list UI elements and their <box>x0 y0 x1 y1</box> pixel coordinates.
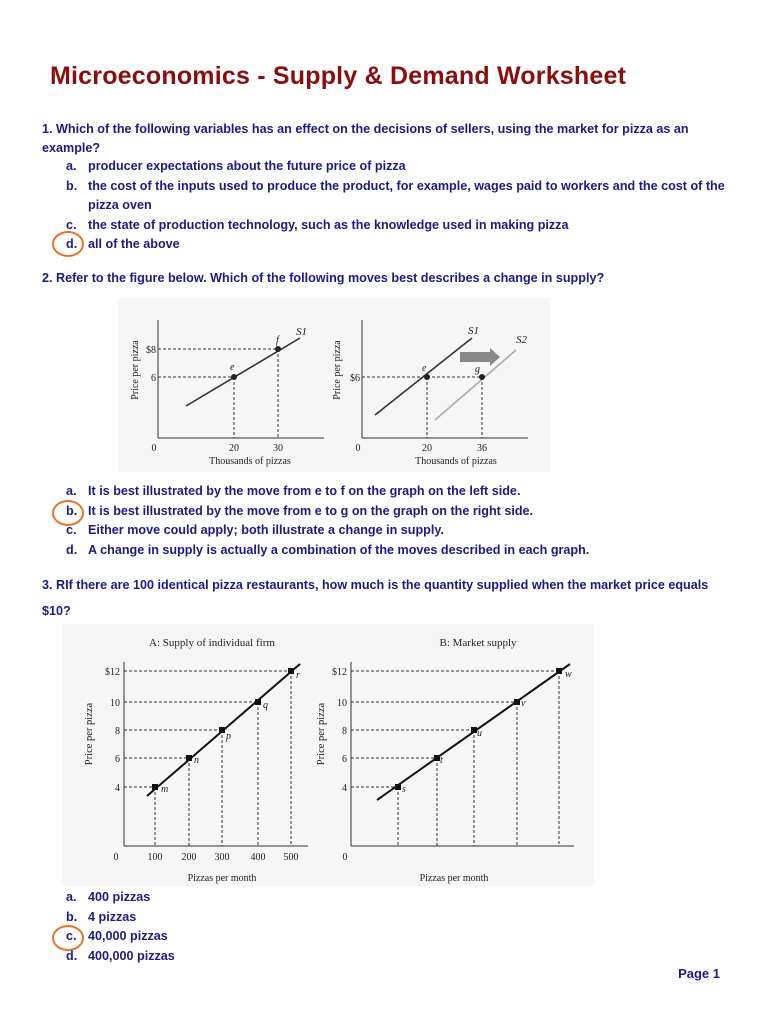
figure-market-supply <box>62 624 594 886</box>
tick-10: 10 <box>337 698 347 709</box>
label-t: t <box>440 755 443 766</box>
label-p: p <box>226 731 231 742</box>
label-v: v <box>521 698 526 709</box>
answer-circle-2b <box>52 500 84 526</box>
label-u: u <box>477 728 482 739</box>
figure-supply-shift <box>118 298 550 472</box>
label-g: g <box>475 364 480 375</box>
tick-8: 8 <box>115 726 120 737</box>
tick-30: 30 <box>273 443 283 454</box>
option-3a: a. 400 pizzas <box>66 890 151 904</box>
point-e <box>424 374 430 380</box>
tick-12: $12 <box>105 667 120 678</box>
origin: 0 <box>113 852 119 863</box>
question-2: 2. Refer to the figure below. Which of the following moves best describes a change in supply? <box>42 271 605 285</box>
question-2-options <box>66 482 726 560</box>
tick-8: 8 <box>342 726 347 737</box>
shift-arrow-icon <box>460 348 500 366</box>
tick-300: 300 <box>214 852 230 863</box>
label-e: e <box>230 362 235 373</box>
tick-4: 4 <box>342 783 347 794</box>
panel-a-ylabel: Price per pizza <box>84 702 95 766</box>
origin: 0 <box>355 443 361 454</box>
question-1: 1. Which of the following variables has an effect on the decisions of sellers, using the market for pizza as an example? <box>42 122 689 155</box>
right-graph <box>332 320 528 467</box>
label-e: e <box>422 363 427 374</box>
tick-6: 6 <box>151 373 156 384</box>
option-1d: d. all of the above <box>66 237 180 251</box>
point-f <box>275 346 281 352</box>
label-s: s <box>402 784 406 795</box>
panel-b <box>316 637 574 884</box>
tick-6: 6 <box>115 754 120 765</box>
option-2a: a. It is best illustrated by the move from e to f on the graph on the left side. <box>66 484 521 498</box>
origin: 0 <box>342 852 348 863</box>
panel-b-ylabel: Price per pizza <box>316 702 327 766</box>
label-s1: S1 <box>296 326 307 338</box>
tick-10: 10 <box>110 698 120 709</box>
tick-6: $6 <box>350 373 360 384</box>
tick-20: 20 <box>422 443 432 454</box>
option-1a: a. producer expectations about the future price of pizza <box>66 159 406 173</box>
tick-100: 100 <box>147 852 163 863</box>
label-q: q <box>263 700 268 711</box>
label-s2: S2 <box>516 334 527 346</box>
left-ylabel: Price per pizza <box>130 340 141 400</box>
supply-curve-s1 <box>186 338 300 406</box>
tick-6: 6 <box>342 754 347 765</box>
tick-8: $8 <box>146 345 156 356</box>
panel-b-guides <box>351 671 559 846</box>
panel-a <box>84 637 308 884</box>
left-graph <box>130 320 324 467</box>
question-1-options <box>66 157 726 255</box>
tick-36: 36 <box>477 443 487 454</box>
tick-12: $12 <box>332 667 347 678</box>
origin: 0 <box>151 443 157 454</box>
panel-b-title: B: Market supply <box>439 637 517 649</box>
label-r: r <box>296 670 300 681</box>
label-m: m <box>161 784 169 795</box>
option-2c: c. Either move could apply; both illustrate a change in supply. <box>66 523 444 537</box>
panel-b-xlabel: Pizzas per month <box>419 873 489 884</box>
tick-200: 200 <box>181 852 197 863</box>
answer-circle-3c <box>52 925 84 951</box>
panel-a-guides <box>124 671 291 846</box>
option-2b: b. It is best illustrated by the move from e to g on the graph on the right side. <box>66 503 534 518</box>
left-xlabel: Thousands of pizzas <box>209 456 291 467</box>
tick-500: 500 <box>283 852 299 863</box>
label-n: n <box>194 755 199 766</box>
tick-20: 20 <box>229 443 239 454</box>
panel-a-xlabel: Pizzas per month <box>187 873 257 884</box>
option-1b: b. the cost of the inputs used to produce the product, for example, wages paid to workers and the cost of the pizza oven <box>66 178 725 212</box>
option-2d: d. A change in supply is actually a combination of the moves described in each graph. <box>66 542 590 557</box>
label-w: w <box>565 669 572 680</box>
tick-400: 400 <box>250 852 266 863</box>
question-3: 3. RIf there are 100 identical pizza restaurants, how much is the quantity supplied when the market price equals $10? <box>42 578 709 618</box>
option-3c: c. 40,000 pizzas <box>66 929 168 943</box>
label-s1: S1 <box>468 325 479 337</box>
question-3-options <box>66 888 726 966</box>
right-xlabel: Thousands of pizzas <box>415 456 497 467</box>
option-3b: b. 4 pizzas <box>66 909 137 924</box>
point-e <box>231 374 237 380</box>
page-title: Microeconomics - Supply & Demand Worksheet <box>50 62 627 90</box>
answer-circle-1d <box>52 231 84 257</box>
tick-4: 4 <box>115 783 120 794</box>
panel-a-title: A: Supply of individual firm <box>149 637 275 649</box>
right-ylabel: Price per pizza <box>332 340 343 400</box>
option-3d: d. 400,000 pizzas <box>66 948 175 963</box>
page-number: Page 1 <box>678 966 720 981</box>
label-f: f <box>276 335 279 346</box>
option-1c: c. the state of production technology, such as the knowledge used in making pizza <box>66 217 569 232</box>
